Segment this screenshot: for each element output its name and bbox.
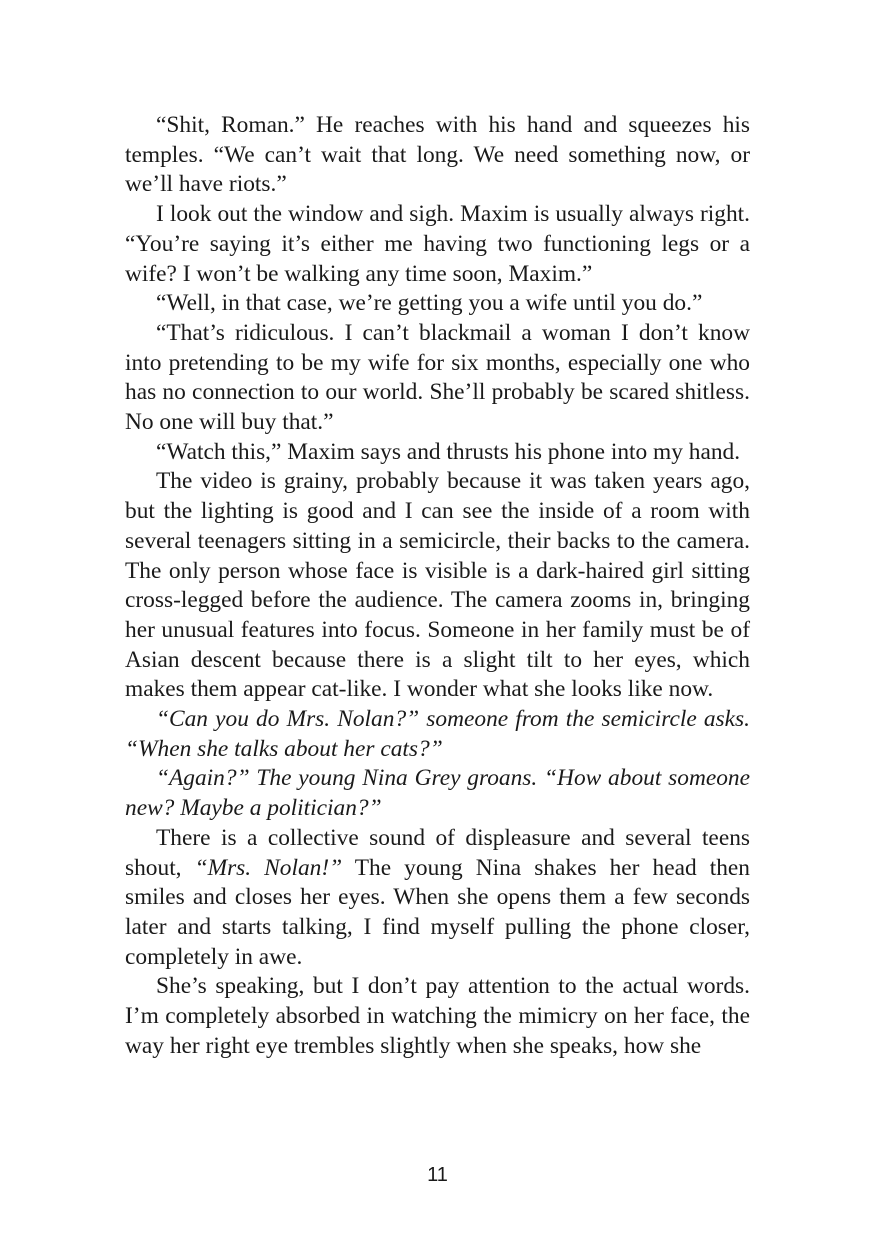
paragraph [125,111,750,200]
text-run: “Again?” The young Nina Grey groans. “How about someone new? Maybe a politician?” [125,765,750,822]
text-run: I look out the window and sigh. Maxim is usually always right. “You’re saying it’s either me having two functioning legs or a wife? I won’t be walking any time soon, Maxim.” [125,201,750,287]
paragraph [125,705,750,764]
text-run: The video is grainy, probably because it was taken years ago, but the lighting is good and I can see the inside of a room with several teenagers sitting in a semicircle, their backs to the camera. The only person whose face is visible is a dark-haired girl sitting cross-legged before the audience. The camera zooms in, bringing her unusual features into focus. Someone in her family must be of Asian descent because there is a slight tilt to her eyes, which makes them appear cat-like. I wonder what she looks like now. [125,468,750,703]
text-run: “Shit, Roman.” He reaches with his hand and squeezes his temples. “We can’t wait that long. We need something now, or we’ll have riots.” [125,112,750,198]
body-text [125,111,750,1062]
paragraph [125,972,750,1061]
paragraph [125,824,750,973]
paragraph [125,467,750,705]
paragraph [125,289,750,319]
text-run: “Can you do Mrs. Nolan?” someone from the semicircle asks. “When she talks about her cats?” [125,706,750,762]
paragraph [125,764,750,823]
paragraph [125,438,750,468]
text-run: There is a collective sound of displeasure and several teens shout, [125,824,750,881]
text-run: “Well, in that case, we’re getting you a wife until you do.” [156,290,703,317]
text-run: She’s speaking, but I don’t pay attention to the actual words. I’m completely absorbed in watching the mimicry on her face, the way her right eye trembles slightly when she speaks, how she [125,973,750,1059]
text-run: “Watch this,” Maxim says and thrusts his phone into my hand. [156,438,741,465]
paragraph [125,200,750,289]
italic-text-run: “Mrs. Nolan!” [194,854,343,881]
paragraph [125,319,750,438]
text-run: “That’s ridiculous. I can’t blackmail a woman I don’t know into pretending to be my wife for six months, especially one who has no connection to our world. She’ll probably be scared shitless. No one will buy that.” [125,319,750,436]
text-run: The young Nina shakes her head then smiles and closes her eyes. When she opens them a few seconds later and starts talking, I find myself pulling the phone closer, completely in awe. [125,854,750,970]
page-number: 11 [427,1164,448,1186]
